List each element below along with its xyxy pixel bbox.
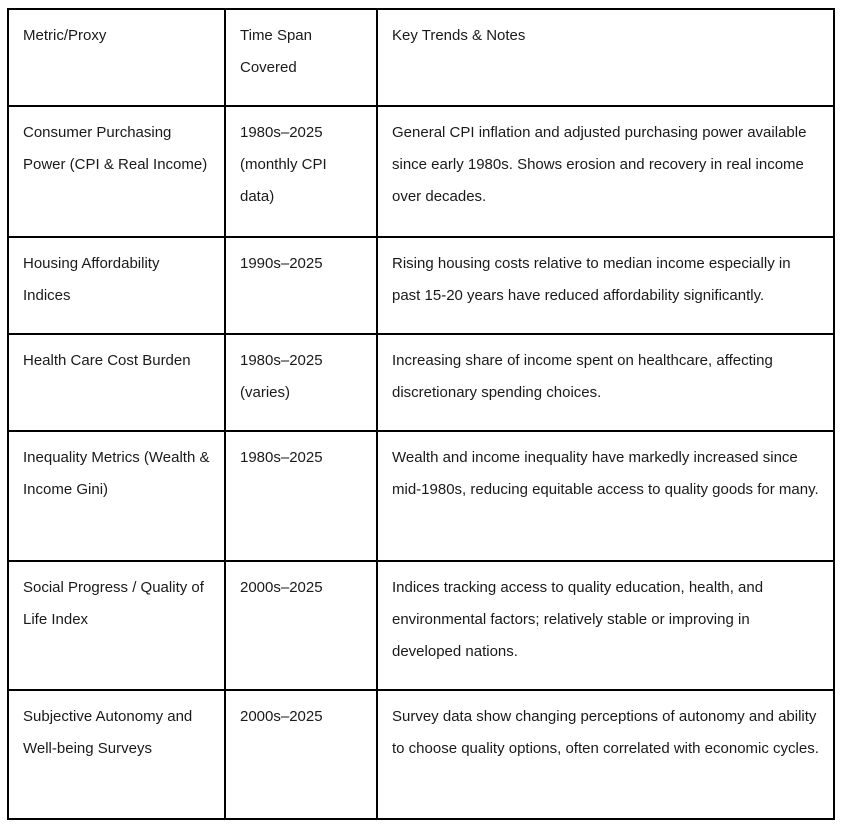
row-time-span: 1980s–2025 xyxy=(225,431,377,561)
row-metric: Subjective Autonomy and Well-being Surveys xyxy=(8,690,225,819)
table-row xyxy=(8,431,834,561)
row-metric: Social Progress / Quality of Life Index xyxy=(8,561,225,690)
row-notes: Rising housing costs relative to median income especially in past 15-20 years have reduced affordability significantly. xyxy=(377,237,834,334)
row-time-span: 2000s–2025 xyxy=(225,561,377,690)
row-time-span: 1980s–2025 (varies) xyxy=(225,334,377,431)
table-row xyxy=(8,561,834,690)
row-time-span: 1990s–2025 xyxy=(225,237,377,334)
row-metric: Housing Affordability Indices xyxy=(8,237,225,334)
header-time-span: Time Span Covered xyxy=(225,9,377,106)
row-notes: General CPI inflation and adjusted purchasing power available since early 1980s. Shows erosion and recovery in real income over decades. xyxy=(377,106,834,237)
table-row xyxy=(8,334,834,431)
row-metric: Consumer Purchasing Power (CPI & Real Income) xyxy=(8,106,225,237)
row-notes: Wealth and income inequality have markedly increased since mid-1980s, reducing equitable access to quality goods for many. xyxy=(377,431,834,561)
row-metric: Inequality Metrics (Wealth & Income Gini) xyxy=(8,431,225,561)
header-metric: Metric/Proxy xyxy=(8,9,225,106)
row-notes: Indices tracking access to quality education, health, and environmental factors; relatively stable or improving in developed nations. xyxy=(377,561,834,690)
table-row xyxy=(8,690,834,819)
row-notes: Increasing share of income spent on healthcare, affecting discretionary spending choices. xyxy=(377,334,834,431)
metrics-table xyxy=(7,8,835,820)
row-notes: Survey data show changing perceptions of autonomy and ability to choose quality options, often correlated with economic cycles. xyxy=(377,690,834,819)
row-metric: Health Care Cost Burden xyxy=(8,334,225,431)
row-time-span: 2000s–2025 xyxy=(225,690,377,819)
row-time-span: 1980s–2025 (monthly CPI data) xyxy=(225,106,377,237)
header-trends: Key Trends & Notes xyxy=(377,9,834,106)
header-row xyxy=(8,9,834,106)
table-row xyxy=(8,106,834,237)
table-row xyxy=(8,237,834,334)
